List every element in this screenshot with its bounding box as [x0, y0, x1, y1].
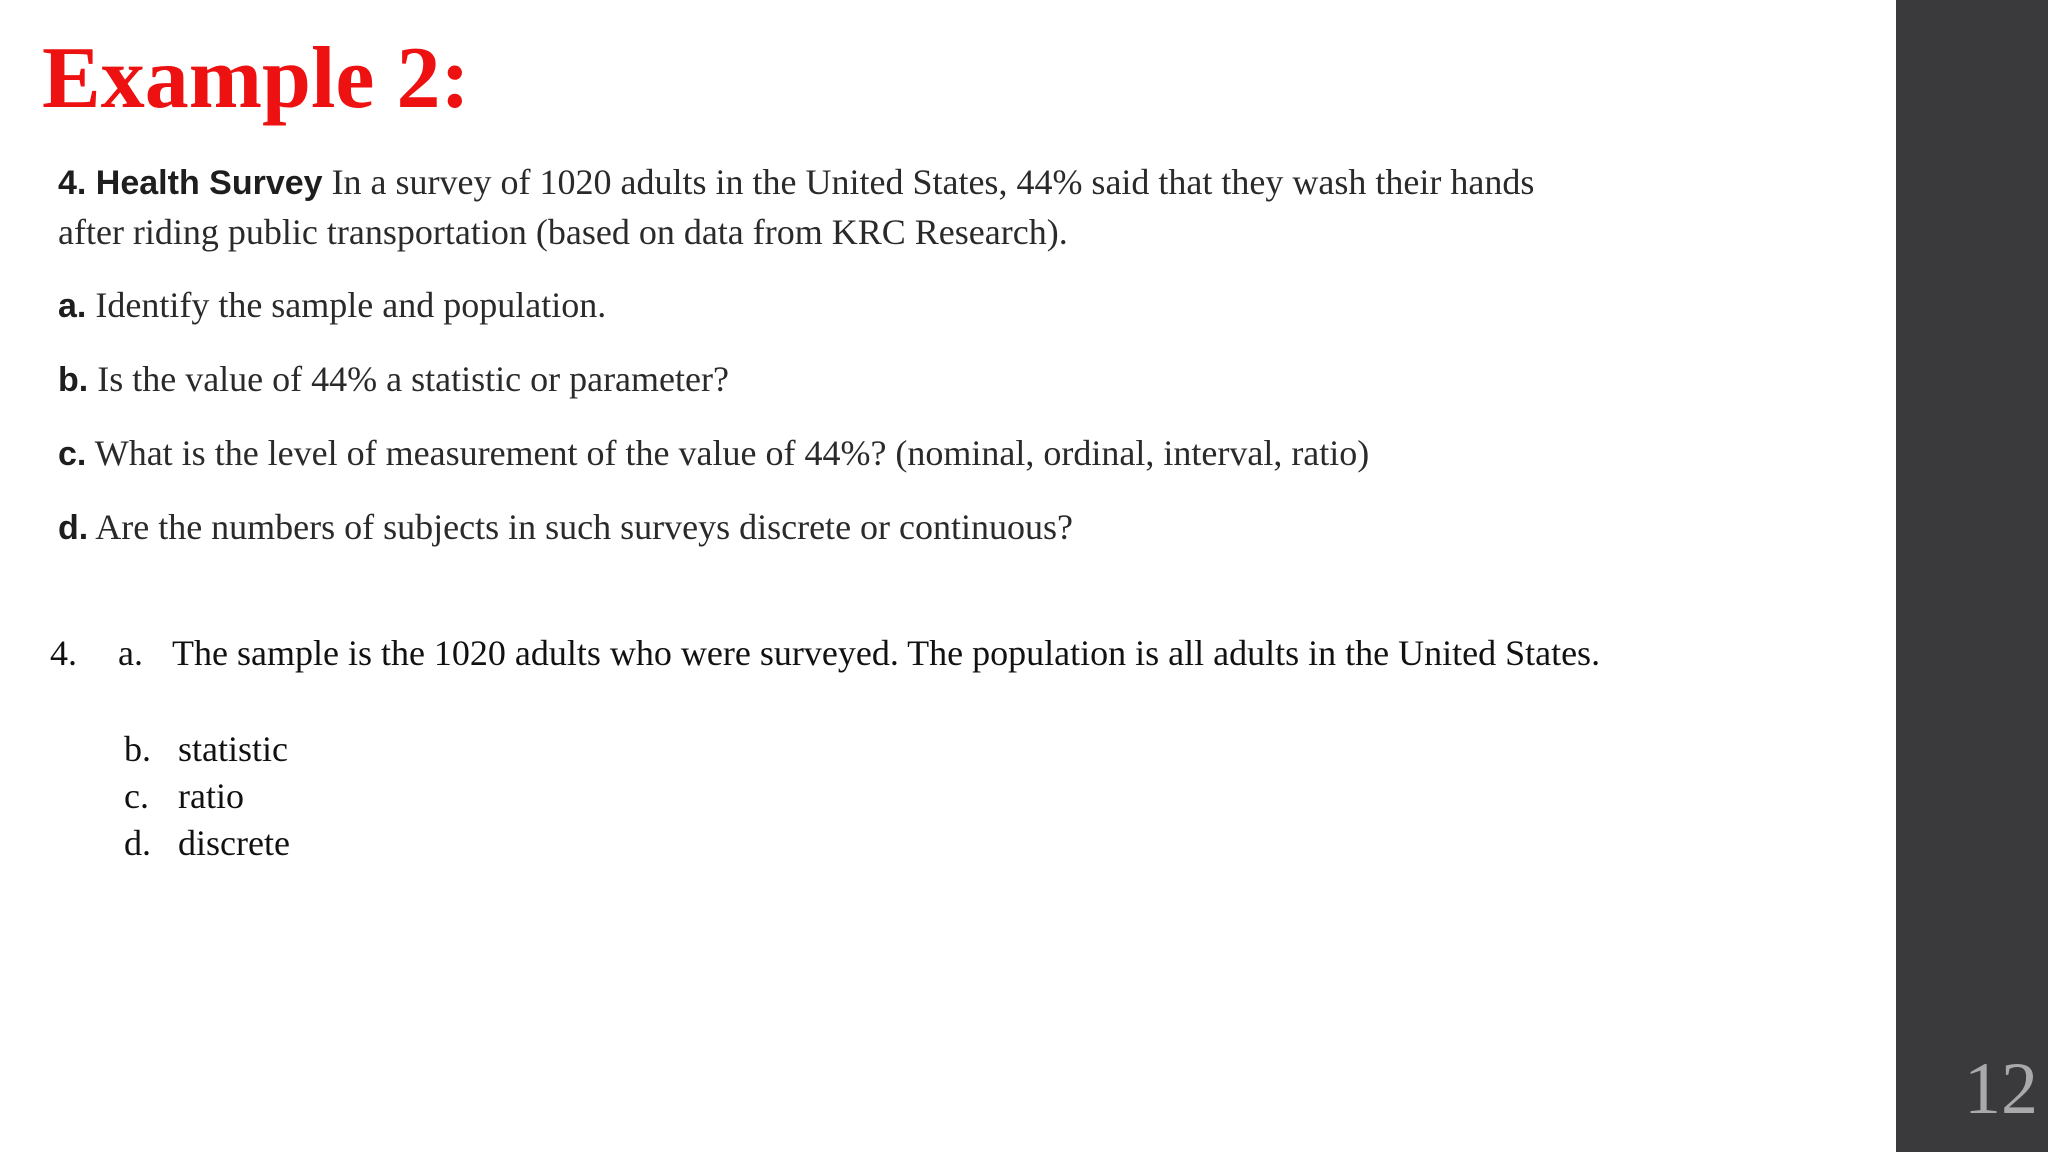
answer-letter: c.: [124, 776, 149, 816]
question-a: [58, 281, 1818, 331]
question-d: [58, 503, 1818, 553]
problem-lead: 4. Health Survey: [58, 164, 323, 202]
problem-statement: [58, 158, 1818, 553]
question-text: What is the level of measurement of the value of 44%? (nominal, ordinal, interval, ratio): [94, 433, 1370, 473]
answer-text: ratio: [178, 776, 244, 816]
answer-text: discrete: [178, 823, 290, 863]
answer-letter: b.: [124, 729, 151, 769]
question-text: Identify the sample and population.: [95, 285, 607, 325]
answer-letter: a.: [118, 633, 143, 673]
slide-title: Example 2:: [42, 30, 470, 127]
answer-text: statistic: [178, 729, 288, 769]
question-c: [58, 429, 1818, 479]
question-letter: b.: [58, 361, 89, 399]
problem-intro: [58, 158, 1598, 257]
answer-text: The sample is the 1020 adults who were surveyed. The population is all adults in the United States.: [172, 633, 1601, 673]
question-letter: d.: [58, 509, 89, 547]
problem-intro-text: In a survey of 1020 adults in the United States, 44% said that they wash their hands after riding public transportation (based on data from KRC Research).: [58, 162, 1535, 252]
question-text: Is the value of 44% a statistic or parameter?: [97, 359, 729, 399]
question-letter: a.: [58, 287, 87, 325]
answer-number: 4.: [50, 633, 77, 673]
slide-sidebar: [1896, 0, 2048, 1152]
question-text: Are the numbers of subjects in such surveys discrete or continuous?: [95, 507, 1073, 547]
slide-number: 12: [1964, 1048, 2038, 1130]
answer-letter: d.: [124, 823, 151, 863]
question-letter: c.: [58, 435, 87, 473]
question-b: [58, 355, 1818, 405]
